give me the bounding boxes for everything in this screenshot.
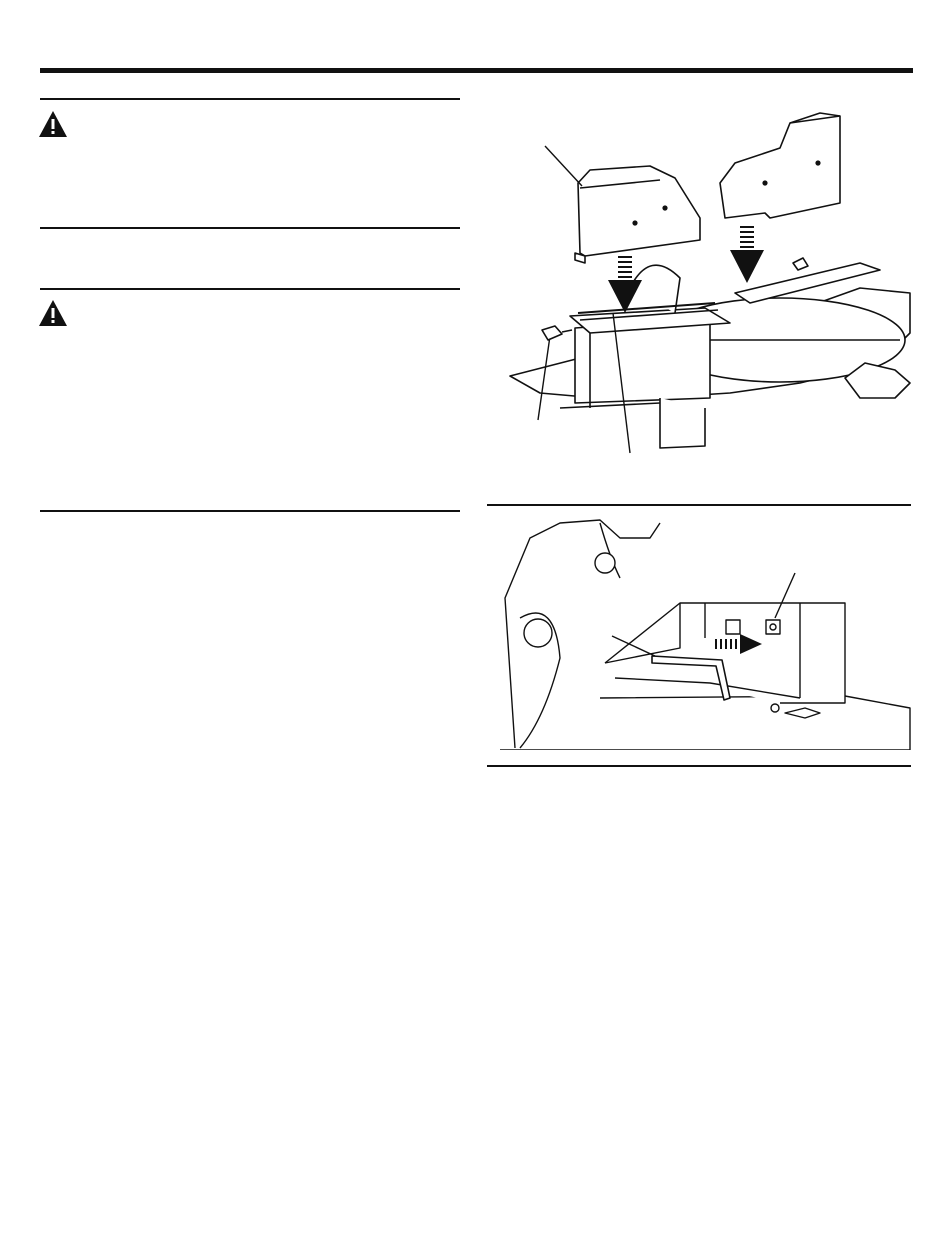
header-rule — [40, 68, 913, 73]
section-rule-2 — [40, 227, 460, 229]
hex-key-installation-figure — [500, 518, 912, 750]
figure-rule-top — [487, 504, 911, 506]
section-rule-3 — [40, 288, 460, 290]
section-rule-1 — [40, 98, 460, 100]
warning-triangle-icon — [38, 110, 68, 138]
figure-rule-bottom — [487, 765, 911, 767]
section-rule-4 — [40, 510, 460, 512]
warning-triangle-icon — [38, 299, 68, 327]
fence-installation-figure — [500, 108, 915, 458]
